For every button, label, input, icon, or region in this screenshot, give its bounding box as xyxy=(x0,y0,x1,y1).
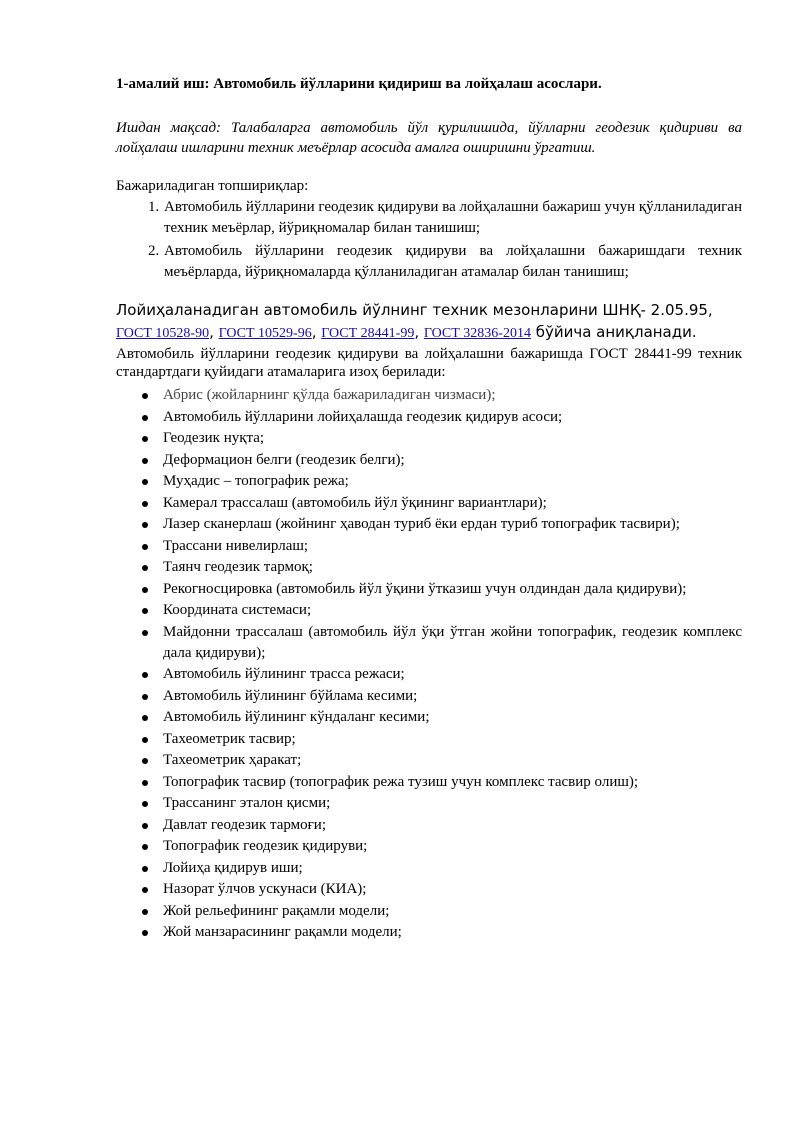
bullet-icon xyxy=(142,522,148,528)
bullet-icon xyxy=(142,544,148,550)
tasks-list xyxy=(116,197,742,283)
list-item: Автомобиль йўлининг трасса режаси; xyxy=(163,664,742,685)
list-item: Автомобиль йўлларини лойиҳалашда геодезик қидирув асоси; xyxy=(163,407,742,428)
list-item: Автомобиль йўлининг бўйлама кесими; xyxy=(163,686,742,707)
link-separator: , xyxy=(311,323,322,341)
goal-paragraph: Ишдан мақсад: Талабаларга автомобиль йўл қурилишида, йўлларни геодезик қидириви ва лойҳалаш ишларини техник меъёрлар асосида амалга оширишни ўргатиш. xyxy=(116,120,742,156)
gost-link[interactable]: ГОСТ 10528-90 xyxy=(116,326,210,341)
list-item: Тахеометрик тасвир; xyxy=(163,729,742,750)
tasks-heading: Бажариладиган топшириқлар: xyxy=(116,178,309,194)
list-item: Трассани нивелирлаш; xyxy=(163,536,742,557)
bullet-icon xyxy=(142,565,148,571)
bullet-icon xyxy=(142,587,148,593)
bullet-icon xyxy=(142,887,148,893)
designed-standards-paragraph xyxy=(116,299,742,345)
terms-list xyxy=(116,385,742,943)
gost-link[interactable]: ГОСТ 28441-99 xyxy=(321,326,415,341)
bullet-icon xyxy=(142,672,148,678)
list-item: Автомобиль йўлининг кўндаланг кесими; xyxy=(163,707,742,728)
bullet-icon xyxy=(142,608,148,614)
document-title: 1-амалий иш: Автомобиль йўлларини қидириш ва лойҳалаш асослари. xyxy=(116,76,602,92)
list-item: Топографик геодезик қидируви; xyxy=(163,836,742,857)
gost-link[interactable]: ГОСТ 32836-2014 xyxy=(423,326,531,341)
list-item: Муҳадис – топографик режа; xyxy=(163,471,742,492)
designed-suffix: бўйича аниқланади. xyxy=(530,323,697,341)
list-item: Тахеометрик ҳаракат; xyxy=(163,750,742,771)
link-separator: , xyxy=(209,323,219,341)
bullet-icon xyxy=(142,393,148,399)
bullet-icon xyxy=(142,930,148,936)
list-item: Лазер сканерлаш (жойнинг ҳаводан туриб ёки ердан туриб топографик тасвири); xyxy=(163,514,742,535)
list-item: Абрис (жойларнинг қўлда бажариладиган чизмаси); xyxy=(163,385,742,406)
list-item: Трассанинг эталон қисми; xyxy=(163,793,742,814)
bullet-icon xyxy=(142,715,148,721)
bullet-icon xyxy=(142,630,148,636)
list-item: Деформацион белги (геодезик белги); xyxy=(163,450,742,471)
list-item: Рекогносцировка (автомобиль йўл ўқини ўтказиш учун олдиндан дала қидируви); xyxy=(163,579,742,600)
bullet-icon xyxy=(142,737,148,743)
bullet-icon xyxy=(142,501,148,507)
list-item: Жой рельефининг рақамли модели; xyxy=(163,901,742,922)
terms-intro: Автомобиль йўлларини геодезик қидируви ва лойҳалашни бажаришда ГОСТ 28441-99 техник стандартдаги қуйидаги атамаларига изоҳ берилади: xyxy=(116,346,742,380)
bullet-icon xyxy=(142,909,148,915)
bullet-icon xyxy=(142,866,148,872)
list-item: Таянч геодезик тармоқ; xyxy=(163,557,742,578)
link-separator: , xyxy=(414,323,424,341)
bullet-icon xyxy=(142,780,148,786)
list-item: Координата системаси; xyxy=(163,600,742,621)
list-item: Камерал трассалаш (автомобиль йўл ўқининг вариантлари); xyxy=(163,493,742,514)
list-item: Геодезик нуқта; xyxy=(163,428,742,449)
list-item: Давлат геодезик тармоғи; xyxy=(163,815,742,836)
bullet-icon xyxy=(142,479,148,485)
bullet-icon xyxy=(142,801,148,807)
designed-prefix: Лойиҳаланадиган автомобиль йўлнинг техник мезонларини ШНҚ- 2.05.95, xyxy=(116,301,713,319)
list-item: Жой манзарасининг рақамли модели; xyxy=(163,922,742,943)
bullet-icon xyxy=(142,844,148,850)
bullet-icon xyxy=(142,436,148,442)
bullet-icon xyxy=(142,758,148,764)
bullet-icon xyxy=(142,823,148,829)
task-item: 1. Автомобиль йўлларини геодезик қидируви ва лойҳалашни бажариш учун қўлланиладиган техник меъёрлар, йўриқномалар билан танишиш; xyxy=(163,197,742,239)
task-item: 2. Автомобиль йўлларини геодезик қидируви ва лойҳалашни бажаришдаги техник меъёрларда, йўриқномаларда қўлланиладиган атамалар билан танишиш; xyxy=(163,241,742,283)
list-item: Майдонни трассалаш (автомобиль йўл ўқи ўтган жойни топографик, геодезик комплекс дала қидируви); xyxy=(163,622,742,664)
bullet-icon xyxy=(142,458,148,464)
bullet-icon xyxy=(142,694,148,700)
gost-link[interactable]: ГОСТ 10529-96 xyxy=(218,326,312,341)
list-item: Топографик тасвир (топографик режа тузиш учун комплекс тасвир олиш); xyxy=(163,772,742,793)
bullet-icon xyxy=(142,415,148,421)
list-item: Назорат ўлчов ускунаси (КИА); xyxy=(163,879,742,900)
document-page xyxy=(116,74,742,944)
list-item: Лойиҳа қидирув иши; xyxy=(163,858,742,879)
